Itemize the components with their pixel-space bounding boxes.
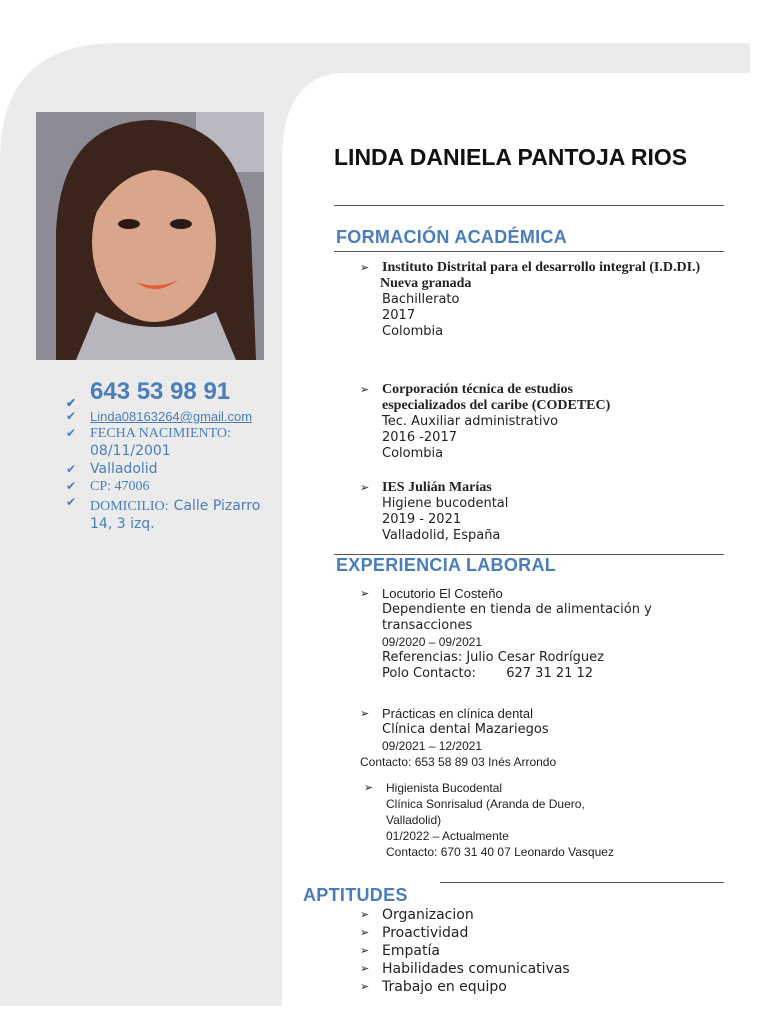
arrow-bullet-icon: ➢ bbox=[360, 962, 370, 975]
skills-title: APTITUDES bbox=[303, 885, 408, 905]
skills-list bbox=[360, 906, 570, 996]
contact-info bbox=[66, 376, 286, 533]
education-institution: IES Julián Marías bbox=[382, 480, 492, 495]
arrow-bullet-icon: ➢ bbox=[360, 587, 370, 600]
name-divider bbox=[334, 205, 724, 206]
full-name: LINDA DANIELA PANTOJA RIOS bbox=[334, 144, 688, 170]
education-item bbox=[360, 480, 740, 544]
arrow-bullet-icon: ➢ bbox=[360, 261, 370, 274]
arrow-bullet-icon: ➢ bbox=[360, 926, 370, 939]
experience-clinic: Clínica Sonrisalud (Aranda de Duero, bbox=[386, 797, 585, 811]
phone-row bbox=[66, 376, 286, 408]
birth-value-row bbox=[66, 442, 286, 460]
experience-item bbox=[360, 586, 740, 682]
education-item bbox=[360, 260, 740, 340]
birth-date: 08/11/2001 bbox=[90, 443, 171, 459]
check-icon: ✔ bbox=[66, 479, 77, 493]
experience-contact: Contacto: 653 58 89 03 Inés Arrondo bbox=[360, 755, 557, 769]
education-institution: Instituto Distrital para el desarrollo integral (I.D.DI.) bbox=[382, 260, 701, 275]
experience-reference: Referencias: Julio Cesar Rodríguez bbox=[382, 650, 604, 665]
education-country: Valladolid, España bbox=[382, 528, 501, 543]
education-degree: Tec. Auxiliar administrativo bbox=[382, 414, 559, 429]
education-country: Colombia bbox=[382, 446, 444, 461]
arrow-bullet-icon: ➢ bbox=[360, 944, 370, 957]
experience-item bbox=[360, 706, 740, 770]
birth-label-row bbox=[66, 425, 286, 442]
experience-role: Dependiente en tienda de alimentación y bbox=[382, 602, 652, 617]
experience-contact bbox=[360, 666, 740, 682]
experience-item bbox=[364, 780, 744, 860]
check-icon: ✔ bbox=[66, 495, 77, 509]
experience-dates: 01/2022 – Actualmente bbox=[386, 829, 509, 843]
skill: Trabajo en equipo bbox=[382, 979, 507, 995]
education-year: 2019 - 2021 bbox=[382, 512, 462, 527]
arrow-bullet-icon: ➢ bbox=[360, 707, 370, 720]
experience-employer: Higienista Bucodental bbox=[386, 781, 503, 795]
birth-label: FECHA NACIMIENTO: bbox=[90, 426, 231, 441]
check-icon: ✔ bbox=[66, 426, 77, 440]
arrow-bullet-icon: ➢ bbox=[364, 781, 374, 794]
skills-divider bbox=[440, 882, 724, 883]
check-icon: ✔ bbox=[66, 462, 77, 476]
address-line2-row bbox=[66, 515, 286, 533]
arrow-bullet-icon: ➢ bbox=[360, 383, 370, 396]
address-value: Calle Pizarro bbox=[173, 498, 261, 514]
check-icon: ✔ bbox=[66, 396, 77, 410]
contact-phone: 627 31 21 12 bbox=[506, 666, 594, 681]
email-row[interactable] bbox=[66, 408, 286, 425]
city: Valladolid bbox=[90, 461, 158, 477]
list-item bbox=[360, 960, 570, 978]
address-row bbox=[66, 495, 286, 515]
phone-number: 643 53 98 91 bbox=[90, 378, 231, 405]
address-line2: 14, 3 izq. bbox=[90, 516, 155, 532]
experience-employer: Locutorio El Costeño bbox=[382, 586, 503, 601]
arrow-bullet-icon: ➢ bbox=[360, 908, 370, 921]
education-title: FORMACIÓN ACADÉMICA bbox=[336, 227, 568, 247]
profile-photo bbox=[36, 112, 264, 360]
contact-label: Polo Contacto: bbox=[382, 666, 476, 681]
education-year: 2017 bbox=[382, 308, 416, 323]
postal-code: CP: 47006 bbox=[90, 479, 150, 494]
skill: Proactividad bbox=[382, 925, 469, 941]
list-item bbox=[360, 942, 570, 960]
email-link[interactable]: Linda08163264@gmail.com bbox=[90, 409, 253, 424]
experience-title: EXPERIENCIA LABORAL bbox=[336, 555, 557, 575]
check-icon: ✔ bbox=[66, 409, 77, 423]
education-institution-line2: especializados del caribe (CODETEC) bbox=[382, 398, 611, 413]
experience-role-line2: transacciones bbox=[382, 618, 473, 633]
city-row bbox=[66, 460, 286, 478]
education-item bbox=[360, 382, 740, 462]
arrow-bullet-icon: ➢ bbox=[360, 481, 370, 494]
experience-clinic-line2: Valladolid) bbox=[386, 813, 442, 827]
list-item bbox=[360, 924, 570, 942]
skill: Empatía bbox=[382, 943, 440, 959]
list-item bbox=[360, 906, 570, 924]
education-year: 2016 -2017 bbox=[382, 430, 457, 445]
experience-employer: Prácticas en clínica dental bbox=[382, 706, 534, 721]
experience-contact: Contacto: 670 31 40 07 Leonardo Vasquez bbox=[386, 845, 614, 859]
education-institution: Corporación técnica de estudios bbox=[382, 382, 573, 397]
education-country: Colombia bbox=[382, 324, 444, 339]
education-degree: Higiene bucodental bbox=[382, 496, 509, 511]
education-institution-line2: Nueva granada bbox=[380, 276, 472, 291]
experience-dates: 09/2021 – 12/2021 bbox=[382, 739, 483, 753]
address-label: DOMICILIO: bbox=[90, 499, 169, 514]
skill: Organizacion bbox=[382, 907, 474, 923]
education-divider bbox=[334, 251, 724, 252]
education-degree: Bachillerato bbox=[382, 292, 460, 307]
cp-row bbox=[66, 478, 286, 495]
list-item bbox=[360, 978, 570, 996]
experience-role: Clínica dental Mazariegos bbox=[382, 722, 549, 737]
skill: Habilidades comunicativas bbox=[382, 961, 570, 977]
arrow-bullet-icon: ➢ bbox=[360, 980, 370, 993]
experience-dates: 09/2020 – 09/2021 bbox=[382, 635, 483, 649]
